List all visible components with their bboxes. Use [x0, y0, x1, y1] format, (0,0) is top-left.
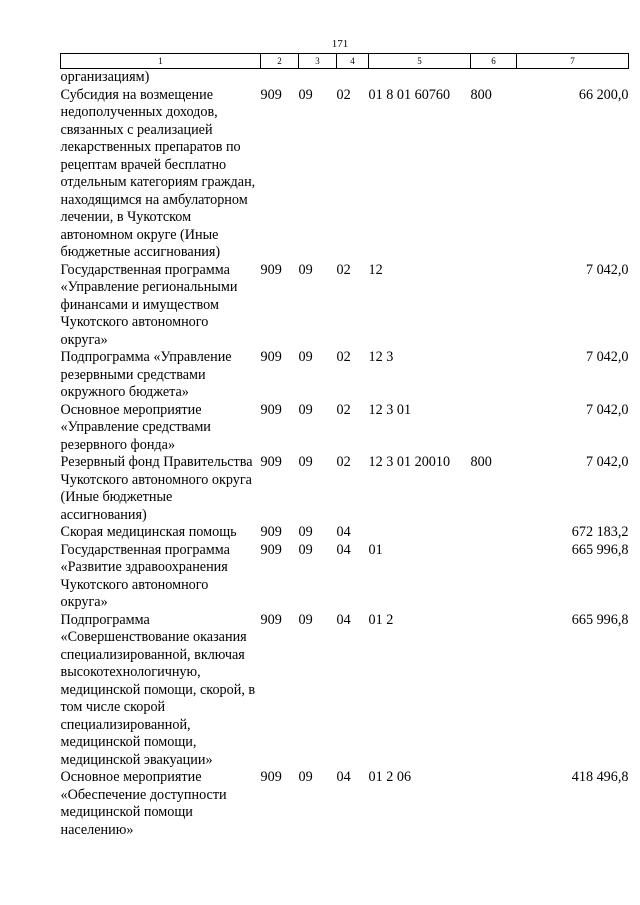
- row-amount: 672 183,2: [571, 524, 629, 540]
- header-col-1: 1: [61, 54, 261, 69]
- row-expense-type: 800: [470, 454, 492, 470]
- row-amount: 665 996,8: [571, 611, 629, 628]
- row-ministry-code: 909: [260, 524, 282, 540]
- row-name: Подпрограмма «Совершенствование оказания специализированной, включая высокотехнологичную, медицинской помощи, скорой, в том числе скорой специализированной, медицинской помощи, медицинской эвакуации»: [60, 611, 256, 768]
- row-name: Государственная программа «Развитие здравоохранения Чукотского автономного округа»: [60, 541, 230, 610]
- row-section: 09: [298, 524, 313, 540]
- table-row: [61, 612, 629, 770]
- row-target-article: 01 8 01 60760: [368, 86, 451, 103]
- table-row: [61, 454, 629, 524]
- row-name: Скорая медицинская помощь: [60, 524, 237, 540]
- table-row: [61, 87, 629, 262]
- row-amount: 7 042,0: [585, 261, 629, 278]
- row-section: 09: [298, 541, 313, 558]
- header-col-5: 5: [369, 54, 471, 69]
- row-subsection: 02: [336, 401, 351, 418]
- row-target-article: 01: [368, 541, 383, 558]
- row-subsection: 02: [336, 261, 351, 278]
- row-expense-type: [471, 349, 517, 402]
- row-section: 09: [298, 611, 313, 628]
- row-section: 09: [298, 454, 313, 470]
- row-name: Государственная программа «Управление региональными финансами и имуществом Чукотского автономного округа»: [60, 261, 238, 348]
- row-target-article: 12 3: [368, 349, 394, 365]
- row-name: Основное мероприятие «Обеспечение доступности медицинской помощи населению»: [60, 769, 227, 838]
- row-name: Субсидия на возмещение недополученных доходов, связанных с реализацией лекарственных препаратов по рецептам врачей бесплатно отдельным категориям граждан, находящимся на амбулаторном лечении, в Чукотском автономном округе (Иные бюджетные ассигнования): [60, 86, 256, 260]
- row-name: Подпрограмма «Управление резервными средствами окружного бюджета»: [60, 349, 232, 400]
- row-ministry-code: 909: [260, 349, 282, 365]
- table-row: [61, 769, 629, 839]
- row-section: 09: [298, 86, 313, 103]
- row-target-article: [369, 69, 471, 87]
- row-expense-type: [471, 524, 517, 542]
- row-ministry-code: 909: [260, 261, 282, 278]
- table-row: [61, 402, 629, 455]
- row-subsection: 04: [336, 611, 351, 628]
- row-subsection: 02: [336, 86, 351, 103]
- row-section: 09: [298, 769, 313, 785]
- row-target-article: 01 2: [368, 611, 394, 628]
- table-row: [61, 69, 629, 87]
- row-expense-type: [471, 612, 517, 770]
- row-expense-type: 800: [470, 86, 492, 103]
- row-amount: 7 042,0: [585, 454, 629, 470]
- row-section: 09: [298, 349, 313, 365]
- row-ministry-code: 909: [260, 769, 282, 785]
- page-number: 171: [331, 38, 349, 50]
- row-target-article: 01 2 06: [368, 769, 412, 785]
- row-expense-type: [471, 69, 517, 87]
- table-row: [61, 262, 629, 350]
- row-amount: 7 042,0: [585, 401, 629, 418]
- row-subsection: 04: [336, 541, 351, 558]
- table-row: [61, 524, 629, 542]
- row-expense-type: [471, 769, 517, 839]
- row-subsection: 04: [336, 524, 351, 540]
- header-col-2: 2: [261, 54, 299, 69]
- row-ministry-code: 909: [260, 541, 282, 558]
- row-amount: 418 496,8: [571, 769, 629, 785]
- table-header-row: [61, 54, 629, 69]
- table-row: [61, 542, 629, 612]
- header-col-7: 7: [517, 54, 629, 69]
- row-target-article: [369, 524, 471, 542]
- row-amount: 66 200,0: [578, 86, 629, 103]
- row-ministry-code: [261, 69, 299, 87]
- budget-table: [60, 53, 629, 839]
- row-expense-type: [471, 402, 517, 455]
- row-section: [299, 69, 337, 87]
- row-subsection: [337, 69, 369, 87]
- row-name: Основное мероприятие «Управление средствами резервного фонда»: [60, 401, 211, 453]
- row-name: Резервный фонд Правительства Чукотского автономного округа (Иные бюджетные ассигнования): [60, 454, 253, 523]
- row-amount: [517, 69, 629, 87]
- row-section: 09: [298, 401, 313, 418]
- header-col-6: 6: [471, 54, 517, 69]
- row-ministry-code: 909: [260, 86, 282, 103]
- table-row: [61, 349, 629, 402]
- row-subsection: 04: [336, 769, 351, 785]
- row-subsection: 02: [336, 454, 351, 470]
- row-amount: 665 996,8: [571, 541, 629, 558]
- row-ministry-code: 909: [260, 611, 282, 628]
- row-subsection: 02: [336, 349, 351, 365]
- header-col-4: 4: [337, 54, 369, 69]
- row-amount: 7 042,0: [585, 349, 629, 365]
- row-expense-type: [471, 542, 517, 612]
- row-section: 09: [298, 261, 313, 278]
- row-name: организациям): [60, 69, 150, 85]
- row-target-article: 12: [368, 261, 383, 278]
- row-ministry-code: 909: [260, 454, 282, 470]
- row-target-article: 12 3 01 20010: [368, 454, 451, 470]
- row-expense-type: [471, 262, 517, 350]
- row-ministry-code: 909: [260, 401, 282, 418]
- row-target-article: 12 3 01: [368, 401, 412, 418]
- header-col-3: 3: [299, 54, 337, 69]
